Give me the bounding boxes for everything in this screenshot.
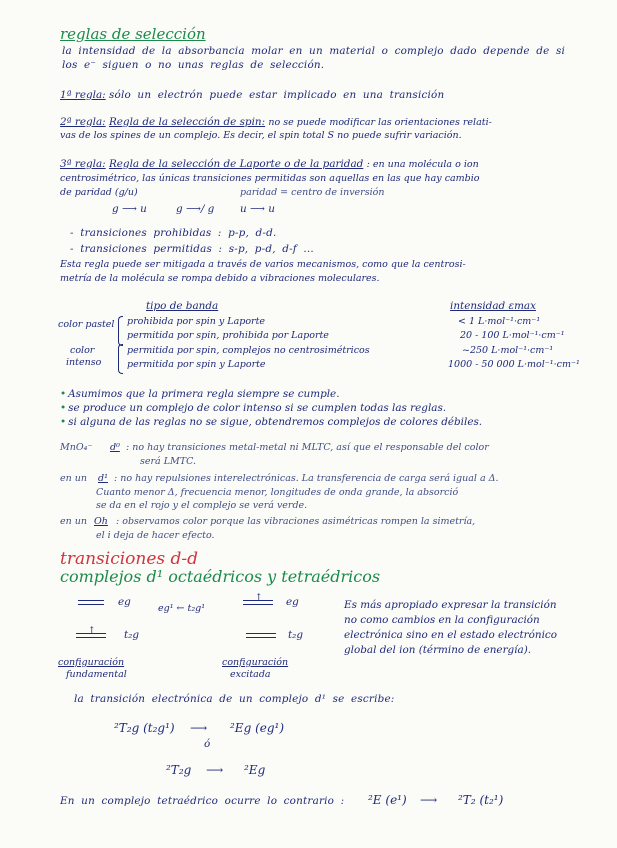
label-t2g-left: t₂g: [124, 629, 139, 641]
table-row-intensity: ~250 L·mol⁻¹·cm⁻¹: [462, 345, 554, 356]
oh-text-2: el i deja de hacer efecto.: [96, 530, 215, 541]
table-row-intensity: 20 - 100 L·mol⁻¹·cm⁻¹: [460, 330, 565, 341]
allowed-transitions: - transiciones permitidas : s-p, p-d, d-f ...: [70, 243, 314, 255]
rule2-line1: [60, 117, 492, 129]
rule1: [60, 90, 444, 102]
bullet-item: • Asumimos que la primera regla siempre se cumple.: [60, 389, 340, 401]
tetra-eq-left: ²E (e¹): [368, 793, 407, 807]
config-fundamental-a: configuración: [58, 657, 125, 668]
intro-line-2: los e⁻ siguen o no unas reglas de selección.: [62, 59, 325, 71]
label-t2g-right: t₂g: [288, 629, 303, 641]
rule2-text1: no se puede modificar las orientaciones relati-: [268, 117, 492, 128]
explain-line: no como cambios en la configuración: [344, 614, 540, 626]
mno4-label: MnO₄⁻: [60, 442, 93, 453]
table-row-type: permitida por spin, prohibida por Laporte: [127, 330, 329, 341]
config-excitada-b: excitada: [230, 669, 271, 680]
d1-text-1: : no hay repulsiones interelectrónicas. La transferencia de carga será igual a Δ.: [114, 473, 499, 484]
tetra-eq-right: ²T₂ (t₂¹): [458, 793, 504, 807]
intro-line-1: la intensidad de la absorbancia molar en un material o complejo dado depende de si: [62, 45, 566, 57]
config-excitada-a: configuración: [222, 657, 289, 668]
explain-line: Es más apropiado expresar la transición: [344, 599, 557, 611]
section-subtitle-complejos: complejos d¹ octaédricos y tetraédricos: [60, 567, 381, 586]
rule1-label: 1ª regla:: [60, 89, 106, 101]
rule2-name: Regla de la selección de spin:: [108, 116, 266, 128]
table-header-type: tipo de banda: [146, 300, 219, 312]
d1-text-3: se da en el rojo y el complejo se verá verde.: [96, 500, 308, 511]
table-row-intensity: < 1 L·mol⁻¹·cm⁻¹: [458, 316, 541, 327]
eq1-right: ²Eg (eg¹): [230, 721, 285, 735]
transition-g-u: g ⟶ u: [112, 203, 147, 215]
table-row-intensity: 1000 - 50 000 L·mol⁻¹·cm⁻¹: [448, 359, 580, 370]
mno4-text-1: : no hay transiciones metal-metal ni MLTC, así que el responsable del color: [126, 442, 489, 453]
group-color-pastel: color pastel: [58, 319, 115, 330]
brace-intenso: [118, 344, 123, 374]
eq-or: ó: [204, 738, 211, 750]
mno4-text-2: será LMTC.: [140, 456, 197, 467]
level-eg-left: [78, 600, 104, 605]
table-row-type: permitida por spin, complejos no centrosimétricos: [127, 345, 370, 356]
label-eg-right: eg: [286, 596, 299, 608]
arrow-right-icon: ⟶: [206, 763, 224, 777]
prohibited-transitions: - transiciones prohibidas : p-p, d-d.: [70, 227, 277, 239]
section-title-reglas: reglas de selección: [60, 25, 206, 43]
parity-note: paridad = centro de inversión: [240, 187, 385, 198]
table-row-type: permitida por spin y Laporte: [127, 359, 266, 370]
config-fundamental-b: fundamental: [66, 669, 127, 680]
transition-g-g: g ⟶/ g: [176, 203, 215, 215]
rule3-name: Regla de la selección de Laporte o de la paridad: [108, 158, 364, 170]
explain-line: electrónica sino en el estado electrónico: [344, 629, 557, 641]
electron-up-arrow-icon: ↑: [255, 593, 263, 603]
d1-label: d¹: [98, 473, 108, 484]
eq2-left: ²T₂g: [166, 763, 192, 777]
rule3-label: 3ª regla:: [60, 158, 106, 170]
rule2-label: 2ª regla:: [60, 116, 106, 128]
oh-text-1: : observamos color porque las vibraciones asimétricas rompen la simetría,: [116, 516, 476, 527]
bullet-item: • si alguna de las reglas no se sigue, obtendremos complejos de colores débiles.: [60, 417, 482, 429]
rule3-text2: centrosimétrico, las únicas transiciones permitidas son aquellas en las que hay cambio: [60, 173, 480, 184]
level-t2g-right: [246, 633, 276, 638]
explain-line: global del ion (término de energía).: [344, 644, 532, 656]
group-color-intenso-b: intenso: [66, 357, 102, 368]
mitigation-line-1: Esta regla puede ser mitigada a través de varios mecanismos, como que la centrosi-: [60, 259, 466, 270]
rule3-text1: : en una molécula o ion: [366, 159, 479, 170]
brace-pastel: [118, 316, 123, 346]
rule3-text3: de paridad (g/u): [60, 187, 138, 198]
arrow-right-icon: ⟶: [420, 793, 438, 807]
rule1-text: sólo un electrón puede estar implicado en una transición: [108, 89, 445, 101]
rule2-text2: vas de los spines de un complejo. Es decir, el spin total S no puede sufrir variación.: [60, 130, 462, 141]
electron-up-arrow-icon: ↑: [88, 626, 96, 636]
table-header-intensity: intensidad εmax: [450, 300, 536, 312]
mitigation-line-2: metría de la molécula se rompa debido a vibraciones moleculares.: [60, 273, 380, 284]
section-title-transiciones: transiciones d-d: [60, 549, 199, 569]
transition-arrow-label: eg¹ ← t₂g¹: [158, 603, 206, 614]
arrow-right-icon: ⟶: [190, 721, 208, 735]
transition-u-u: u ⟶ u: [240, 203, 275, 215]
written-as-line: la transición electrónica de un complejo d¹ se escribe:: [74, 693, 395, 705]
d1-text-2: Cuanto menor Δ, frecuencia menor, longitudes de onda grande, la absorció: [96, 487, 459, 498]
table-row-type: prohibida por spin y Laporte: [127, 316, 266, 327]
eq2-right: ²Eg: [244, 763, 266, 777]
oh-label: Oh: [94, 516, 108, 527]
rule3-line1: [60, 159, 479, 171]
tetra-text: En un complejo tetraédrico ocurre lo contrario :: [60, 795, 345, 807]
label-eg-left: eg: [118, 596, 131, 608]
d1-prefix: en un: [60, 473, 87, 484]
eq1-left: ²T₂g (t₂g¹): [114, 721, 175, 735]
bullet-item: • se produce un complejo de color intenso si se cumplen todas las reglas.: [60, 403, 446, 415]
oh-prefix: en un: [60, 516, 87, 527]
group-color-intenso-a: color: [70, 345, 95, 356]
mno4-d0: d⁰: [110, 442, 120, 453]
